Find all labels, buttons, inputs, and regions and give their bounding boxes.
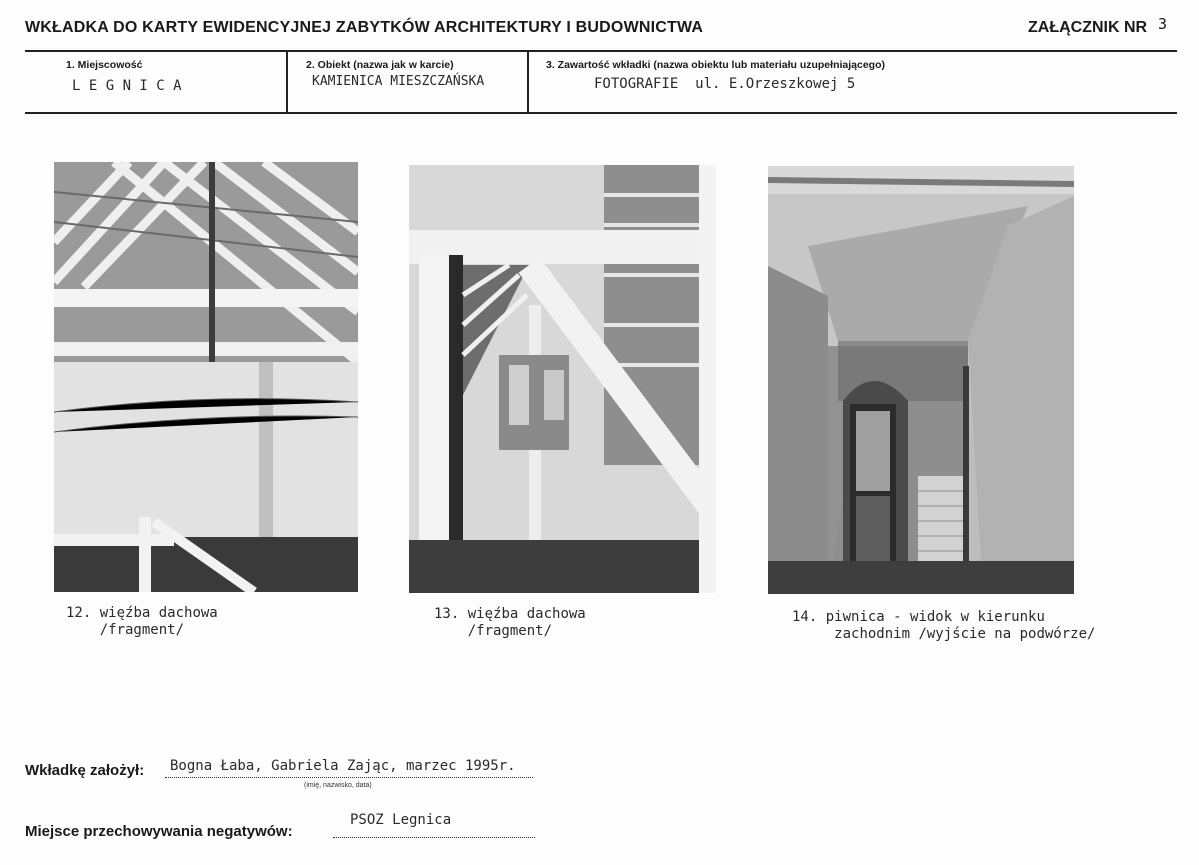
- caption-12: [66, 605, 218, 639]
- photo-cellar-14: [768, 166, 1074, 594]
- locality-value: L E G N I C A: [72, 78, 182, 94]
- field-divider-1: [286, 50, 288, 112]
- storage-dotted-line: [333, 837, 535, 838]
- storage-value: PSOZ Legnica: [350, 812, 452, 828]
- founder-label: Wkładkę założył:: [25, 762, 145, 779]
- locality-label: 1. Miejscowość: [66, 59, 143, 71]
- annex-number: 3: [1158, 15, 1168, 33]
- founder-dotted-line: [165, 777, 533, 778]
- caption-13-number: 13.: [434, 606, 460, 622]
- photo-roof-truss-13: [409, 165, 716, 593]
- caption-13: [434, 606, 586, 640]
- content-label: 3. Zawartość wkładki (nazwa obiektu lub materiału uzupełniającego): [546, 59, 885, 71]
- photo-roof-truss-12: [54, 162, 358, 592]
- object-label: 2. Obiekt (nazwa jak w karcie): [306, 59, 454, 71]
- founder-hint: (imię, nazwisko, data): [304, 782, 372, 789]
- caption-12-number: 12.: [66, 605, 92, 621]
- caption-12-line2: /fragment/: [99, 622, 185, 638]
- caption-13-line2: /fragment/: [467, 623, 553, 639]
- caption-12-line1: więźba dachowa: [99, 605, 218, 621]
- content-value: FOTOGRAFIE ul. E.Orzeszkowej 5: [594, 76, 856, 92]
- field-divider-2: [527, 50, 529, 112]
- founder-value: Bogna Łaba, Gabriela Zając, marzec 1995r.: [170, 758, 516, 774]
- header-top-rule: [25, 50, 1177, 52]
- caption-13-line1: więźba dachowa: [467, 606, 586, 622]
- object-value: KAMIENICA MIESZCZAŃSKA: [312, 74, 485, 89]
- annex-label: ZAŁĄCZNIK NR: [1028, 19, 1148, 36]
- caption-14: [792, 609, 1095, 643]
- caption-14-line2: zachodnim /wyjście na podwórze/: [834, 626, 1096, 642]
- header-bottom-rule: [25, 112, 1177, 114]
- storage-label: Miejsce przechowywania negatywów:: [25, 823, 293, 840]
- caption-14-number: 14.: [792, 609, 818, 625]
- document-title: WKŁADKA DO KARTY EWIDENCYJNEJ ZABYTKÓW ARCHITEKTURY I BUDOWNICTWA: [25, 19, 704, 36]
- caption-14-line1: piwnica - widok w kierunku: [825, 609, 1045, 625]
